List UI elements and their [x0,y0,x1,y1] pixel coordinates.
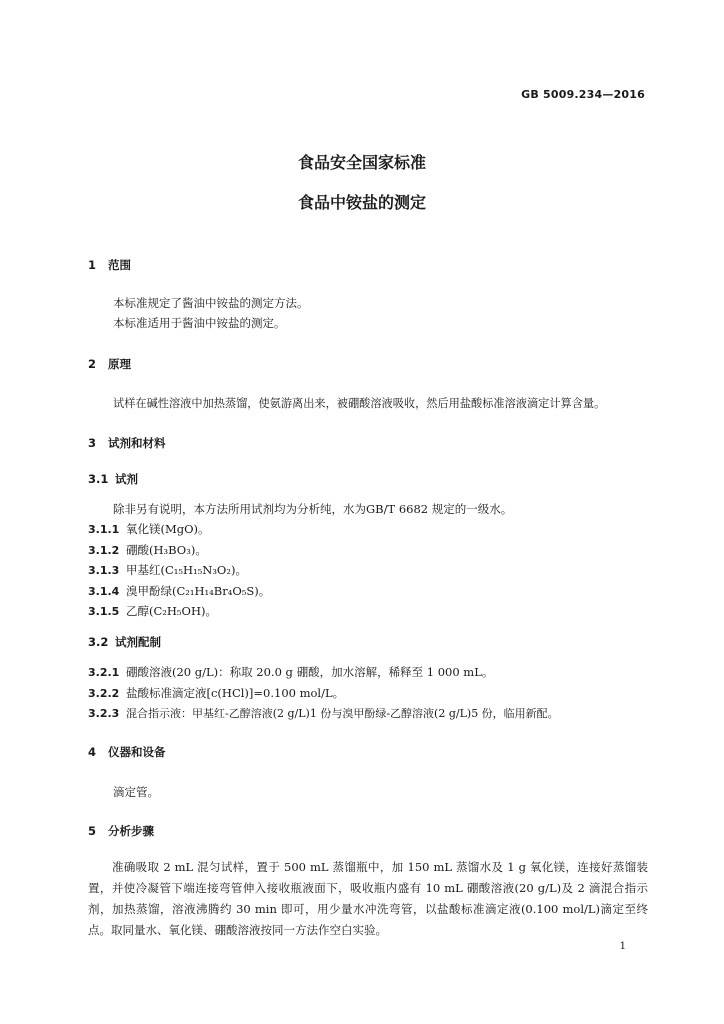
section-number: 1 [88,258,97,272]
list-item [88,664,493,680]
section-4-heading [88,744,166,760]
section-number: 5 [88,824,97,838]
item-number: 3.2.1 [88,666,120,679]
list-item [88,562,247,578]
item-text: 溴甲酚绿(C₂₁H₁₄Br₄O₅S)。 [126,584,271,598]
list-item [88,542,207,558]
item-number: 3.1.3 [88,564,120,577]
paragraph: 本标准适用于酱油中铵盐的测定。 [113,316,286,330]
item-text: 盐酸标准滴定液[c(HCl)]=0.100 mol/L。 [126,686,345,700]
list-item [88,521,210,537]
item-text: 氧化镁(MgO)。 [126,522,210,536]
title-line-1: 食品安全国家标准 [297,153,426,172]
page-number: 1 [619,941,626,952]
item-number: 3.2.3 [88,707,120,720]
item-number: 3.1.5 [88,605,120,618]
paragraph: 试样在碱性溶液中加热蒸馏，使氨游离出来，被硼酸溶液吸收，然后用盐酸标准溶液滴定计算含量。 [113,397,606,410]
section-title: 仪器和设备 [108,745,166,759]
item-text: 混合指示液：甲基红-乙醇溶液(2 g/L)1 份与溴甲酚绿-乙醇溶液(2 g/L)5 份，临用新配。 [126,707,559,720]
paragraph: 滴定管。 [113,785,159,799]
section-5-heading [88,823,154,839]
section-3-2-heading [88,634,161,650]
section-title: 试剂 [115,472,138,486]
paragraph: 本标准规定了酱油中铵盐的测定方法。 [113,296,309,310]
section-number: 3.2 [88,635,109,649]
section-1-heading [88,257,131,273]
item-text: 硼酸溶液(20 g/L)：称取 20.0 g 硼酸，加水溶解，稀释至 1 000 mL。 [126,665,494,679]
item-number: 3.2.2 [88,687,120,700]
section-3-heading [88,435,166,451]
list-item [88,583,270,599]
section-number: 4 [88,745,97,759]
item-text: 乙醇(C₂H₅OH)。 [126,604,217,618]
section-number: 3.1 [88,472,109,486]
title-line-2: 食品中铵盐的测定 [297,193,426,212]
standard-number: GB 5009.234—2016 [521,88,645,101]
paragraph: 除非另有说明，本方法所用试剂均为分析纯，水为GB/T 6682 规定的一级水。 [113,502,513,516]
list-item [88,685,344,701]
section-2-heading [88,356,131,372]
paragraph: 准确吸取 2 mL 混匀试样，置于 500 mL 蒸馏瓶中，加 150 mL 蒸馏水及 1 g 氧化镁，连接好蒸馏装置，并使冷凝管下端连接弯管伸入接收瓶液面下，吸收瓶内盛有 10 mL 硼酸溶液(20 g/L)及 2 滴混合指示剂，加热蒸馏，溶液沸腾约 30 min 即可，用少量水冲洗弯管，以盐酸标准滴定液(0.100 mol/L)滴定至终点。取同量水、氧化镁、硼酸溶液按同一方法作空白实验。 [88,860,648,937]
section-title: 试剂和材料 [108,436,166,450]
section-title: 原理 [108,357,131,371]
list-item [88,705,559,721]
section-number: 2 [88,357,97,371]
section-3-1-heading [88,471,138,487]
item-number: 3.1.1 [88,523,120,536]
section-title: 试剂配制 [115,635,161,649]
section-number: 3 [88,436,97,450]
item-text: 硼酸(H₃BO₃)。 [126,543,207,557]
item-number: 3.1.4 [88,585,120,598]
item-text: 甲基红(C₁₅H₁₅N₃O₂)。 [126,563,247,577]
item-number: 3.1.2 [88,544,120,557]
list-item [88,603,217,619]
section-title: 分析步骤 [108,824,154,838]
section-title: 范围 [108,258,131,272]
